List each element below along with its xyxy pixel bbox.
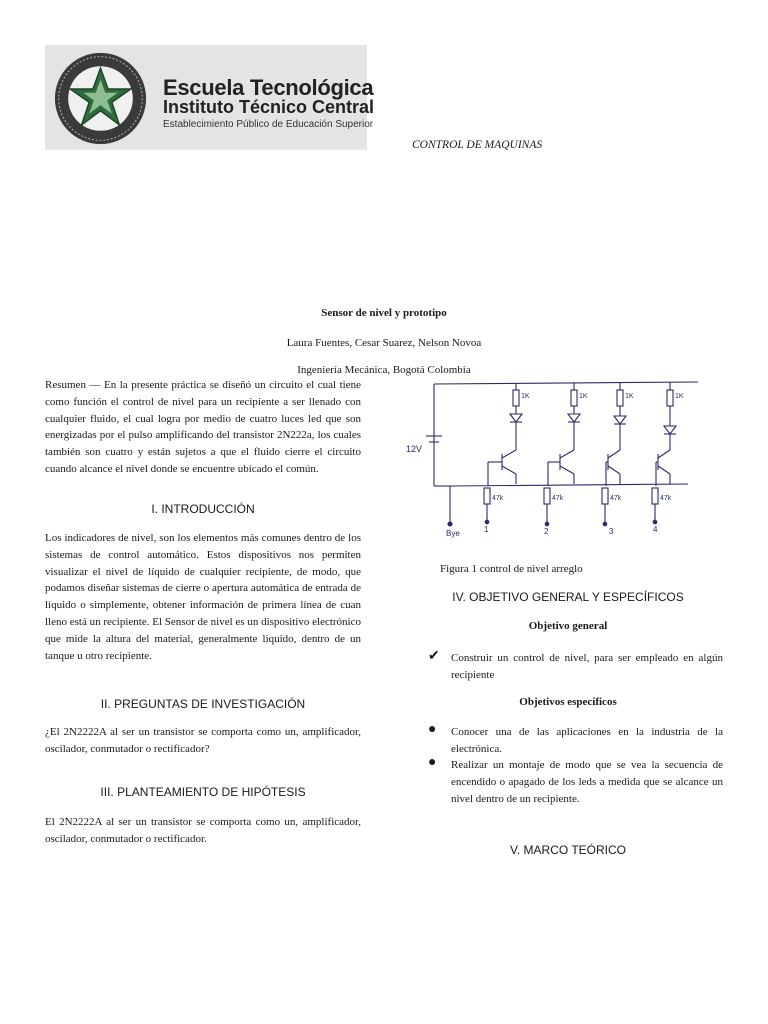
svg-text:47k: 47k bbox=[610, 495, 622, 502]
bullet-icon: ● bbox=[428, 755, 437, 770]
svg-text:2: 2 bbox=[544, 527, 549, 536]
voltage-label: 12V bbox=[406, 444, 423, 454]
course-name: CONTROL DE MAQUINAS bbox=[412, 139, 543, 151]
circuit-diagram bbox=[398, 376, 710, 542]
svg-text:1K: 1K bbox=[675, 393, 684, 400]
questions-text: ¿El 2N2222A al ser un transistor se comporta como un, amplificador, oscilador, conmutador o rectificador? bbox=[45, 726, 361, 755]
objectives-heading: IV. OBJETIVO GENERAL Y ESPECÍFICOS bbox=[452, 590, 684, 604]
general-objective-item: Construir un control de nivel, para ser empleado en algún recipiente bbox=[451, 652, 723, 681]
svg-text:1K: 1K bbox=[579, 393, 588, 400]
logo-subtitle: Instituto Técnico Central bbox=[163, 97, 375, 117]
general-objective-heading: Objetivo general bbox=[528, 620, 608, 632]
common-probe-label: Bye bbox=[446, 529, 460, 538]
svg-text:3: 3 bbox=[609, 527, 614, 536]
hypothesis-text: El 2N2222A al ser un transistor se comporta como un, amplificador, oscilador, conmutador o rectificador. bbox=[45, 816, 361, 845]
specific-objective-item: Realizar un montaje de modo que se vea la secuencia de encendido o apagado de los leds a medida que se alcance un nivel dentro de un recipiente. bbox=[451, 759, 723, 805]
specific-objectives-heading: Objetivos específicos bbox=[519, 696, 617, 708]
logo-tagline: Establecimiento Público de Educación Superior bbox=[163, 119, 374, 130]
star-seal-icon bbox=[53, 51, 148, 146]
institution-logo bbox=[45, 45, 375, 150]
intro-text: Los indicadores de nivel, son los elementos más comunes dentro de los sistemas de control automático. Estos dispositivos nos permiten visualizar el nivel de líquido de cualquier recipiente, de modo, que podamos diseñar sistemas de cierre o apertura automática de entrada de líquido o simplemente, obtener información de primera línea de cuan lleno está un recipiente. El Sensor de nivel es un dispositivo electrónico que mide la altura del material, generalmente liquido, dentro de un tanque u otro recipiente. bbox=[45, 532, 361, 662]
paper-authors: Laura Fuentes, Cesar Suarez, Nelson Novoa bbox=[286, 337, 482, 349]
intro-heading: I. INTRODUCCIÓN bbox=[151, 502, 255, 516]
abstract: Resumen — En la presente práctica se diseñó un circuito el cual tiene como función el control de nivel para un recipiente a ser llenado con cualquier fluido, el cual logra por medio de cuatro luces led que son energizadas por el pulso amplificando del transistor 2N222a, los cuales también son cuatro y están sujetos a que el fluido cierre el circuito cuando alcance el nivel donde se encuentre ubicado el común. bbox=[45, 379, 361, 475]
specific-objective-item: Conocer una de las aplicaciones en la industria de la electrónica. bbox=[451, 726, 723, 755]
figure-caption: Figura 1 control de nivel arreglo bbox=[440, 563, 583, 575]
stage-2 bbox=[544, 383, 588, 536]
theory-heading: V. MARCO TEÓRICO bbox=[509, 843, 627, 857]
stage-3 bbox=[602, 383, 634, 536]
svg-text:1: 1 bbox=[484, 525, 489, 534]
paper-title: Sensor de nivel y prototipo bbox=[321, 307, 447, 319]
hypothesis-heading: III. PLANTEAMIENTO DE HIPÓTESIS bbox=[100, 785, 306, 799]
svg-text:1K: 1K bbox=[521, 393, 530, 400]
checkmark-icon: ✔ bbox=[428, 649, 440, 664]
paper-affiliation: Ingeniería Mecánica, Bogotá Colombia bbox=[297, 364, 471, 376]
svg-text:47k: 47k bbox=[552, 495, 564, 502]
stage-4 bbox=[652, 382, 684, 534]
svg-text:47k: 47k bbox=[492, 495, 504, 502]
svg-text:47k: 47k bbox=[660, 495, 672, 502]
svg-text:1K: 1K bbox=[625, 393, 634, 400]
bullet-icon: ● bbox=[428, 722, 437, 737]
logo-title: Escuela Tecnológica bbox=[163, 75, 374, 100]
svg-text:4: 4 bbox=[653, 525, 658, 534]
stage-1 bbox=[484, 383, 530, 534]
questions-heading: II. PREGUNTAS DE INVESTIGACIÓN bbox=[100, 697, 306, 711]
